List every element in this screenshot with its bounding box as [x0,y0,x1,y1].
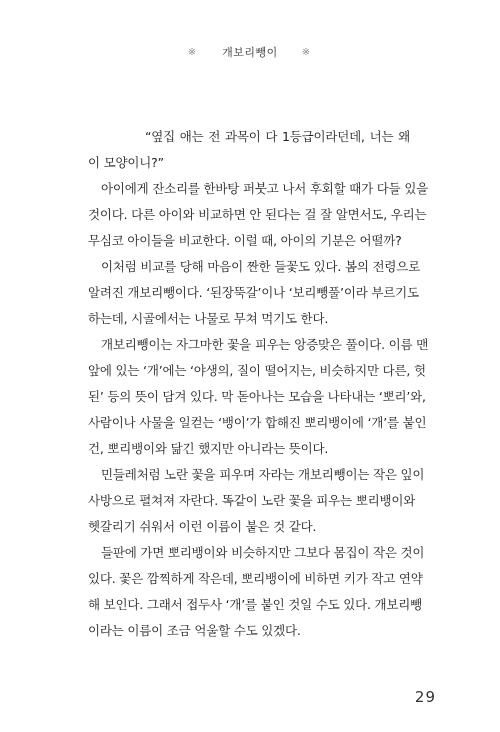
text-line: 헷갈리기 쉬워서 이런 이름이 붙은 것 같다. [88,519,317,534]
running-header [0,44,500,64]
text-line: 앞에 있는 ‘개’에는 ‘야생의, 질이 떨어지는, 비슷하지만 다른, 헛 [88,363,426,378]
text-line: 민들레처럼 노란 꽃을 피우며 자라는 개보리뺑이는 작은 잎이 [101,467,425,482]
text-line: 해 보인다. 그래서 접두사 ‘개’를 붙인 것일 수도 있다. 개보리뺑 [88,597,423,612]
text-line: 아이에게 잔소리를 한바탕 퍼붓고 나서 후회할 때가 다들 있을 [101,181,429,196]
text-line: 있다. 꽃은 깜찍하게 작은데, 뽀리뱅이에 비하면 키가 작고 연약 [88,571,423,586]
text-line: 이라는 이름이 조금 억울할 수도 있겠다. [88,623,301,638]
text-line: 개보리뺑이는 자그마한 꽃을 피우는 앙증맞은 풀이다. 이름 맨 [101,337,429,352]
text-line: 들판에 가면 뽀리뱅이와 비슷하지만 그보다 몸집이 작은 것이 [101,545,425,560]
text-line: 사람이나 사물을 일컫는 ‘뱅이’가 합해진 뽀리뱅이에 ‘개’를 붙인 [88,415,427,430]
text-line: “옆집 애는 전 과목이 다 1등급이라던데, 너는 왜 [145,129,410,144]
text-line: 건, 뽀리뱅이와 닮긴 했지만 아니라는 뜻이다. [88,441,329,456]
text-line: 된’ 등의 뜻이 담겨 있다. 막 돋아나는 모습을 나타내는 ‘뽀리’와, [88,389,426,404]
text-line: 하는데, 시골에서는 나물로 무쳐 먹기도 한다. [88,311,329,326]
text-line: 이 모양이니?” [88,155,164,170]
page-number: 29 [414,688,436,706]
ornament-left-icon: ※ [187,47,197,58]
text-line: 알려진 개보리뺑이다. ‘된장뚝갈’이나 ‘보리뺑풀’이라 부르기도 [88,285,419,300]
body-text [88,124,429,644]
ornament-right-icon: ※ [301,47,311,58]
text-line: 것이다. 다른 아이와 비교하면 안 된다는 걸 잘 알면서도, 우리는 [88,207,427,222]
text-line: 이처럼 비교를 당해 마음이 짠한 들꽃도 있다. 봄의 전령으로 [101,259,420,274]
chapter-title: 개보리뺑이 [222,46,278,59]
text-line: 사방으로 펼쳐져 자란다. 똑같이 노란 꽃을 피우는 뽀리뱅이와 [88,493,416,508]
text-line: 무심코 아이들을 비교한다. 이럴 때, 아이의 기분은 어떨까? [88,233,402,248]
